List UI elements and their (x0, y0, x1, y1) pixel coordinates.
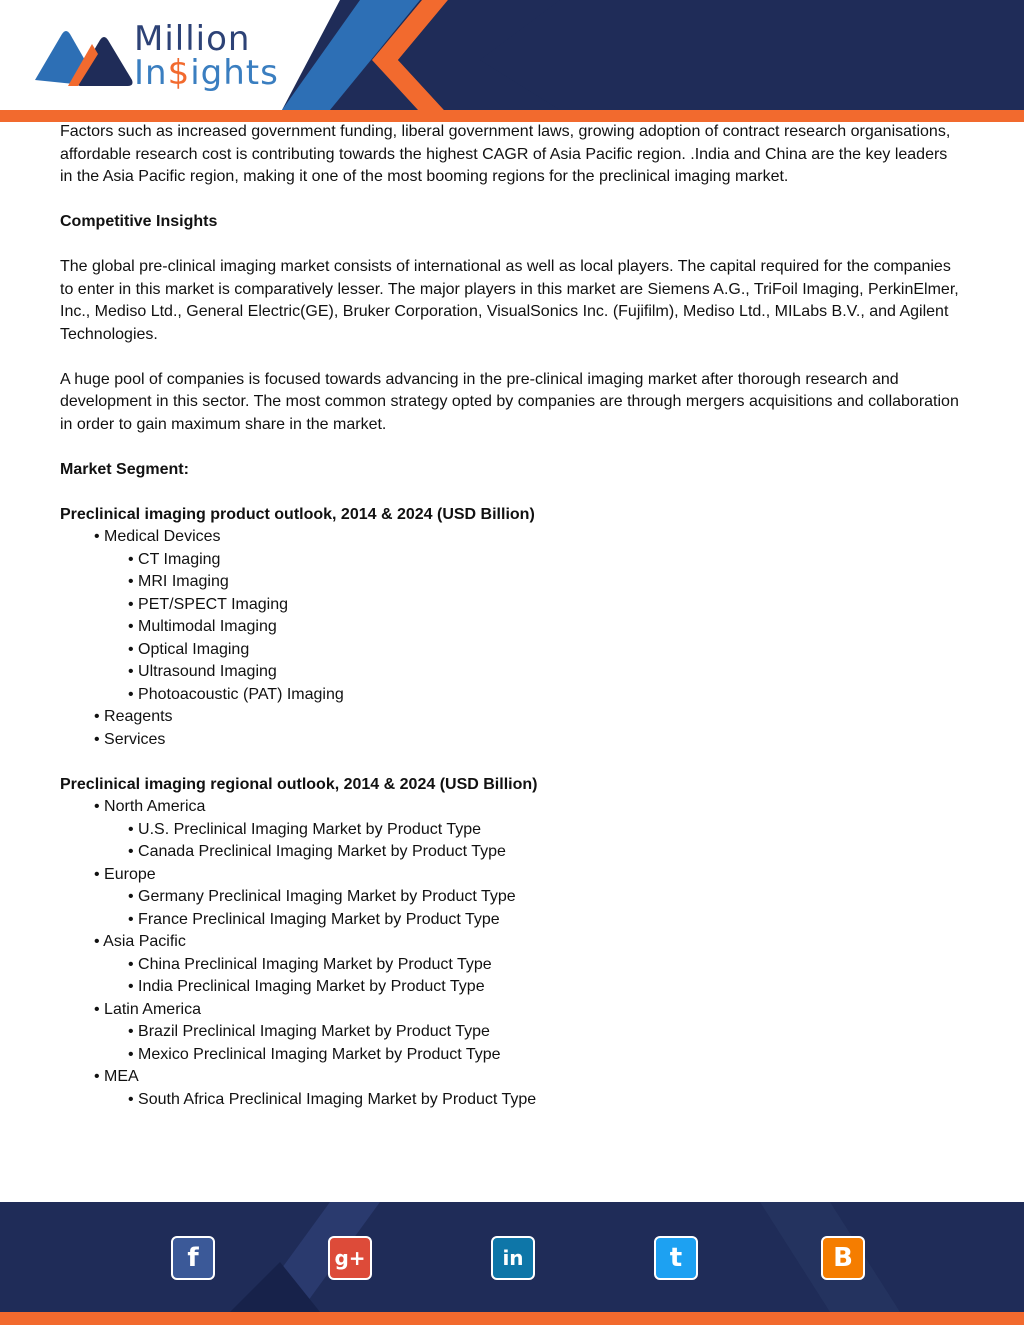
google-plus-icon[interactable]: g+ (328, 1236, 372, 1280)
regional-item: • Canada Preclinical Imaging Market by Product Type (128, 843, 506, 860)
product-item: • MRI Imaging (128, 573, 229, 590)
product-item: • Reagents (94, 708, 173, 725)
twitter-icon[interactable]: t (654, 1236, 698, 1280)
regional-outlook-list (60, 796, 960, 1111)
linkedin-icon[interactable]: in (491, 1236, 535, 1280)
blogger-icon[interactable]: B (821, 1236, 865, 1280)
regional-outlook-heading: Preclinical imaging regional outlook, 2014 & 2024 (USD Billion) (60, 775, 538, 793)
brand-wordmark (134, 19, 279, 93)
product-item: • Photoacoustic (PAT) Imaging (128, 685, 344, 703)
facebook-icon[interactable]: f (171, 1236, 215, 1280)
regional-item: • North America (94, 798, 206, 815)
regional-item: • MEA (94, 1068, 139, 1085)
brand-word-insights (134, 53, 279, 93)
brand-word-insights-start: In (134, 53, 168, 93)
product-outlook-heading: Preclinical imaging product outlook, 2014 & 2024 (USD Billion) (60, 505, 535, 523)
product-item: • Medical Devices (94, 528, 221, 545)
regional-item: • U.S. Preclinical Imaging Market by Product Type (128, 820, 482, 838)
brand-dollar-sign: $ (167, 53, 191, 93)
regional-item: • Mexico Preclinical Imaging Market by Product Type (128, 1045, 501, 1063)
product-item: • CT Imaging (128, 550, 221, 568)
product-item: • Multimodal Imaging (128, 618, 277, 635)
product-outlook-list (60, 526, 960, 751)
regional-item: • Europe (94, 865, 156, 883)
competitive-heading: Competitive Insights (60, 213, 218, 230)
regional-item: • South Africa Preclinical Imaging Market by Product Type (128, 1090, 537, 1108)
regional-item: • China Preclinical Imaging Market by Product Type (128, 955, 492, 973)
market-segment-heading: Market Segment: (60, 460, 189, 478)
regional-item: • France Preclinical Imaging Market by Product Type (128, 910, 500, 928)
competitive-paragraph-1: The global pre-clinical imaging market consists of international as well as local players. The capital required for the companies to enter in this market is comparatively lesser. The major players in this market are Siemens A.G., TriFoil Imaging, PerkinElmer, Inc., Mediso Ltd., General Electric(GE), Bruker Corporation, VisualSonics Inc. (Fujifilm), Mediso Ltd., MILabs B.V., and Agilent Technologies. (60, 258, 959, 343)
product-item: • Optical Imaging (128, 640, 250, 658)
brand-word-million: Million (134, 19, 251, 59)
page-header (0, 0, 1024, 122)
product-item: • Ultrasound Imaging (128, 663, 277, 680)
regional-item: • Brazil Preclinical Imaging Market by Product Type (128, 1023, 490, 1040)
regional-item: • Asia Pacific (94, 933, 186, 950)
competitive-paragraph-2: A huge pool of companies is focused towards advancing in the pre-clinical imaging market after thorough research and development in this sector. The most common strategy opted by companies are through mergers acquisitions and collaboration in order to gain maximum share in the market. (60, 370, 959, 433)
product-item: • Services (94, 730, 166, 748)
brand-word-insights-end: ights (190, 53, 279, 93)
regional-item: • Latin America (94, 1000, 201, 1018)
regional-item: • India Preclinical Imaging Market by Product Type (128, 978, 485, 995)
document-body (60, 121, 960, 1111)
million-insights-logo (30, 22, 140, 97)
product-item: • PET/SPECT Imaging (128, 595, 289, 613)
intro-paragraph: Factors such as increased government funding, liberal government laws, growing adoption of contract research organisations, affordable research cost is contributing towards the highest CAGR of Asia Pacific region. .India and China are the key leaders in the Asia Pacific region, making it one of the most booming regions for the preclinical imaging market. (60, 123, 951, 185)
regional-item: • Germany Preclinical Imaging Market by Product Type (128, 888, 516, 905)
